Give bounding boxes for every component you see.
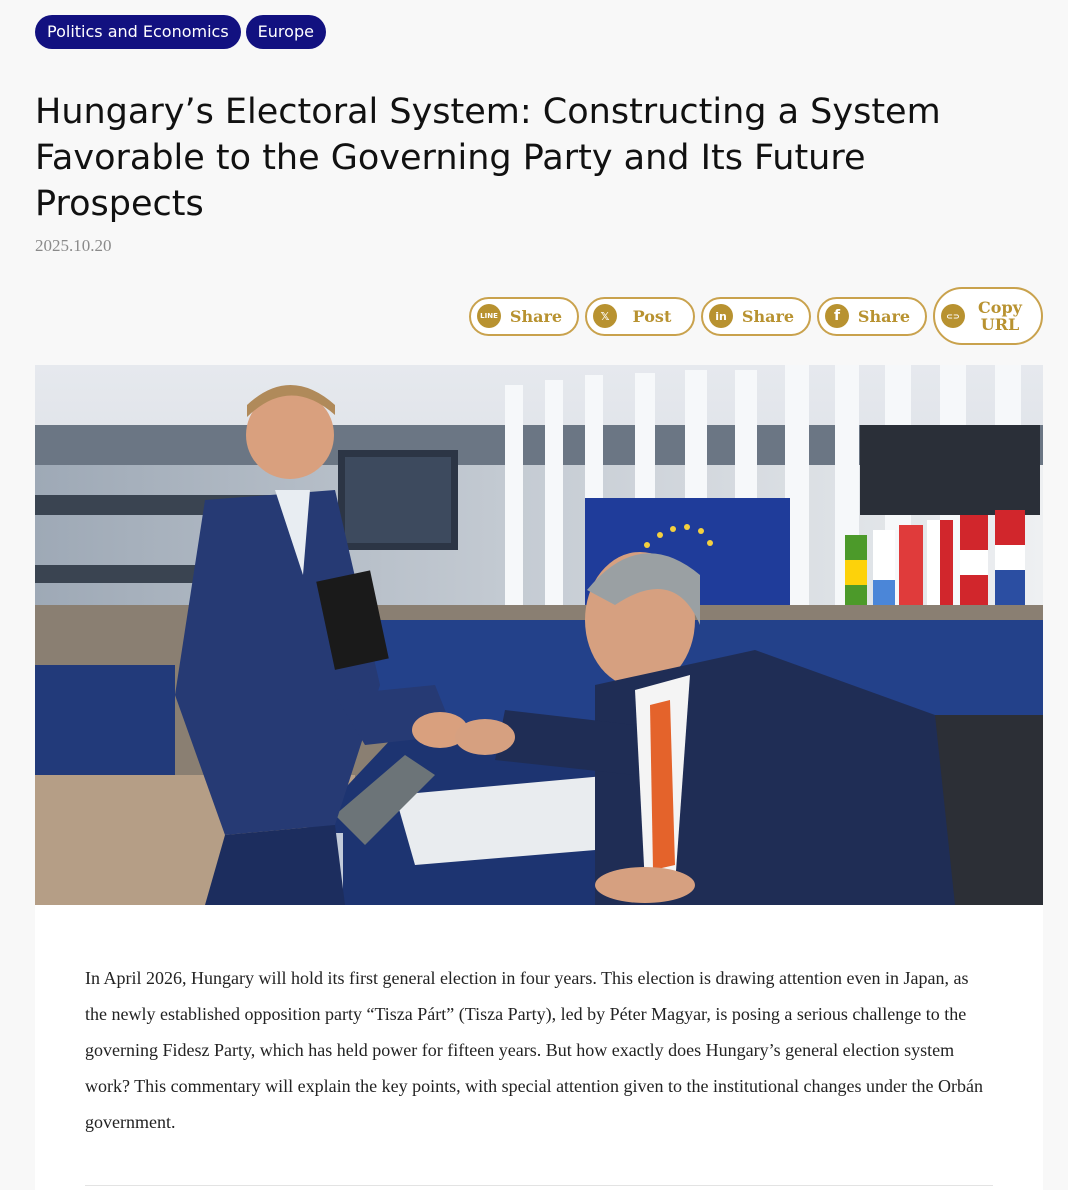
article-lead-paragraph: In April 2026, Hungary will hold its first general election in four years. This election is drawing attention even in Japan, as the newly established opposition party “Tisza Párt” (Tisza Party), led by Péter Magyar, is posing a serious challenge to the governing Fidesz Party, which has held power for fifteen years. But how exactly does Hungary’s general election system work? This commentary will explain the key points, with special attention given to the institutional changes under the Orbán government. — [85, 968, 983, 1132]
article-photo — [35, 365, 1043, 905]
facebook-icon: f — [825, 304, 849, 328]
share-bar — [469, 287, 1043, 345]
category-tags — [35, 15, 326, 49]
share-linkedin-button[interactable] — [701, 297, 811, 336]
article-date: 2025.10.20 — [35, 236, 112, 255]
share-x-label: Post — [632, 306, 672, 326]
share-linkedin-label: Share — [741, 306, 795, 326]
share-x-button[interactable] — [585, 297, 695, 336]
tag-europe[interactable]: Europe — [246, 15, 326, 49]
x-icon: 𝕏 — [593, 304, 617, 328]
copy-url-label: Copy URL — [978, 298, 1022, 334]
share-line-button[interactable] — [469, 297, 579, 336]
linkedin-icon: in — [709, 304, 733, 328]
link-icon: ⊂⊃ — [941, 304, 965, 328]
article-body-card — [35, 905, 1043, 1190]
share-facebook-button[interactable] — [817, 297, 927, 336]
line-icon: LINE — [477, 304, 501, 328]
share-facebook-label: Share — [857, 306, 911, 326]
tag-politics-economics[interactable]: Politics and Economics — [35, 15, 241, 49]
article-title: Hungary’s Electoral System: Constructing a System Favorable to the Governing Party and Its Future Prospects — [35, 92, 941, 224]
copy-url-button[interactable] — [933, 287, 1043, 345]
divider — [85, 1185, 993, 1186]
share-line-label: Share — [509, 306, 563, 326]
